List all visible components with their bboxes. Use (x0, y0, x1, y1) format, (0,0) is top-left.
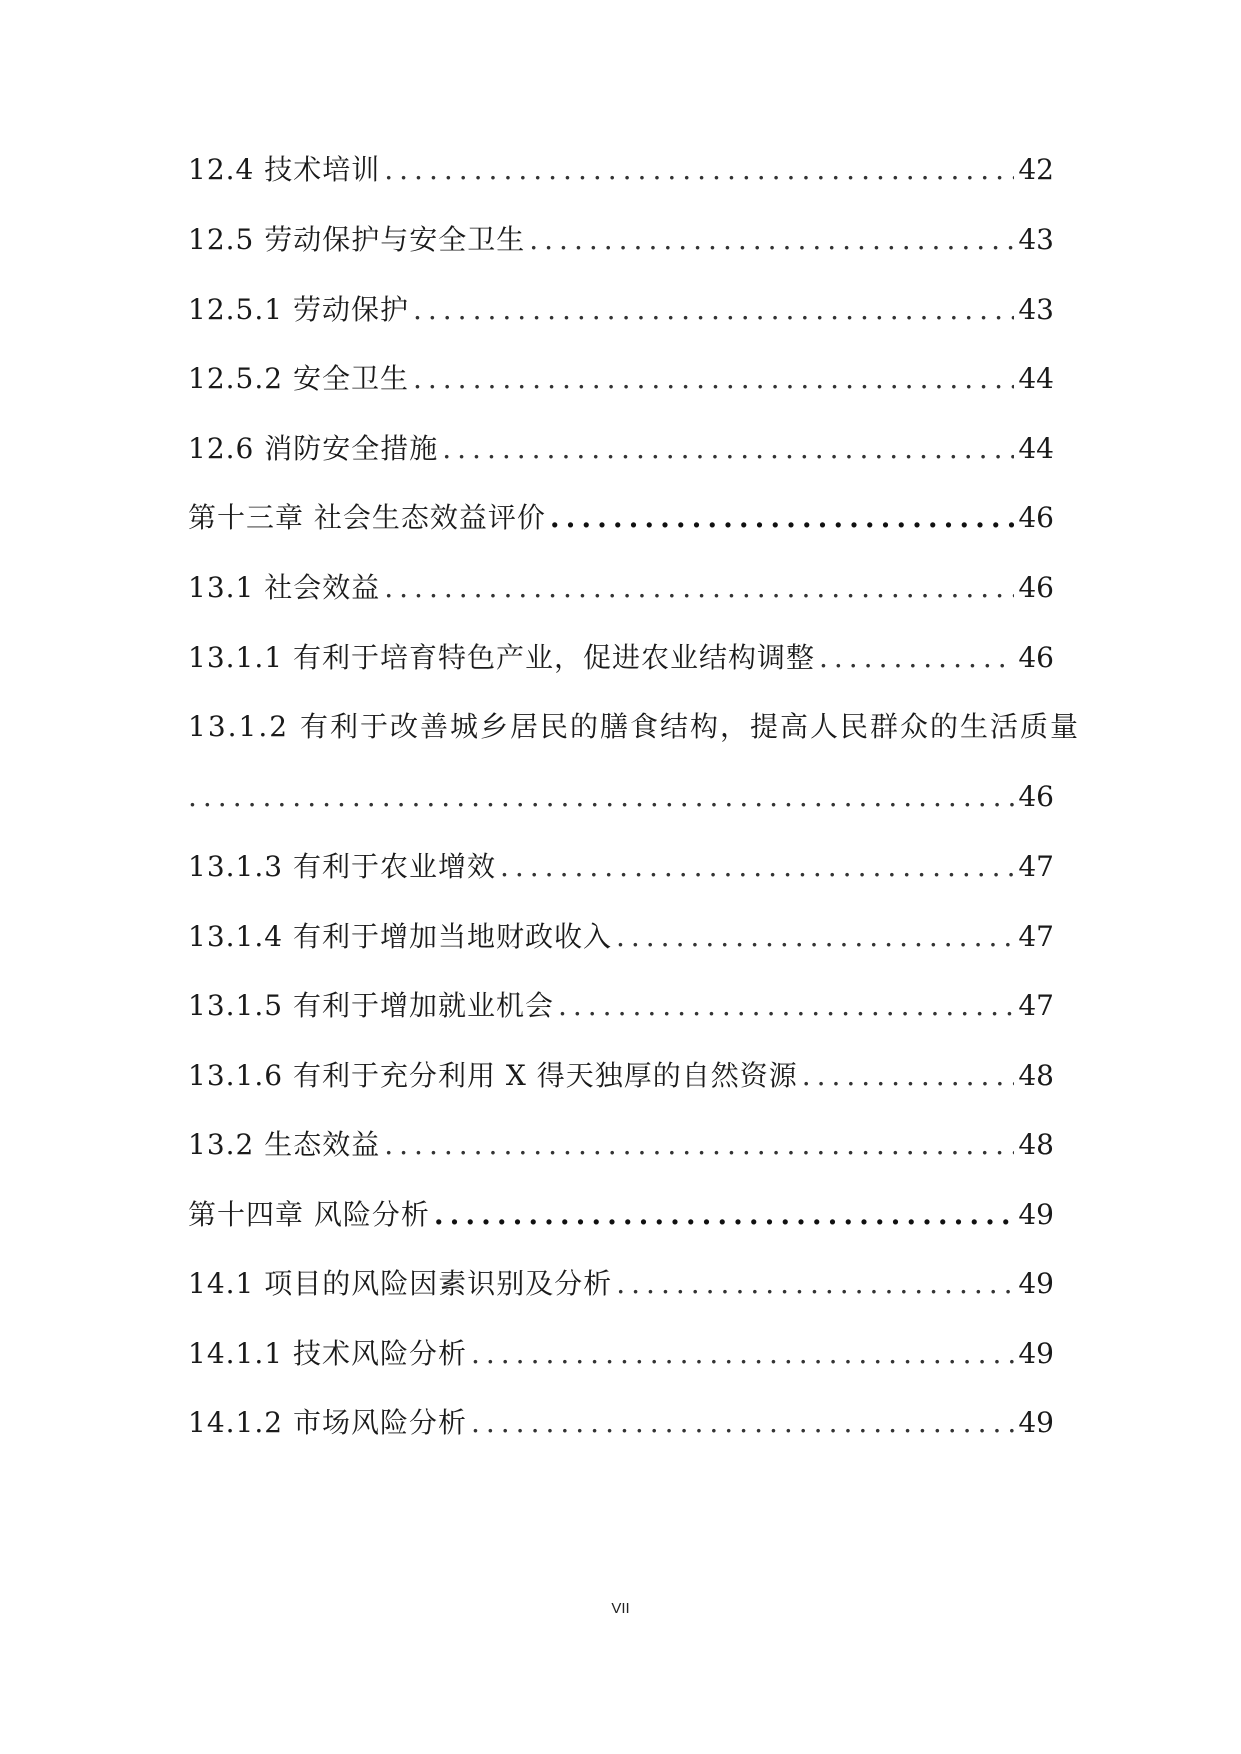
toc-entry-page: 44 (1018, 362, 1054, 395)
toc-entry-page: 43 (1018, 293, 1054, 326)
toc-entry-title: 13.1.2 有利于改善城乡居民的膳食结构，提高人民群众的生活质量 (188, 710, 1080, 743)
toc-entry-title: 13.1.1 有利于培育特色产业，促进农业结构调整 (188, 641, 815, 674)
dot-leader (384, 150, 1014, 190)
dot-leader (802, 1056, 1015, 1096)
toc-entry-page: 49 (1018, 1198, 1054, 1231)
toc-entry-14-1-2[interactable] (188, 1403, 1054, 1443)
toc-entry-title: 14.1.1 技术风险分析 (188, 1337, 467, 1370)
toc-entry-page: 46 (1018, 641, 1054, 674)
toc-entry-13-1-2[interactable] (188, 707, 1080, 747)
toc-entry-page: 49 (1018, 1267, 1054, 1300)
toc-entry-page: 44 (1018, 432, 1054, 465)
dot-leader (529, 220, 1014, 260)
toc-entry-title: 12.6 消防安全措施 (188, 432, 439, 465)
dot-leader (550, 498, 1014, 538)
toc-entry-title: 13.1.6 有利于充分利用 X 得天独厚的自然资源 (188, 1059, 798, 1092)
toc-entry-title: 13.1 社会效益 (188, 571, 381, 604)
toc-entry-chapter-13[interactable] (188, 498, 1054, 538)
dot-leader (616, 917, 1014, 957)
toc-entry-12-6[interactable] (188, 429, 1054, 469)
toc-entry-14-1[interactable] (188, 1264, 1054, 1304)
toc-entry-13-1[interactable] (188, 568, 1054, 608)
toc-entry-page: 49 (1018, 1337, 1054, 1370)
toc-entry-title: 12.5.2 安全卫生 (188, 362, 409, 395)
toc-entry-page: 46 (1018, 780, 1054, 813)
toc-entry-page: 49 (1018, 1406, 1054, 1439)
toc-entry-page: 46 (1018, 571, 1054, 604)
toc-entry-12-5-1[interactable] (188, 290, 1054, 330)
toc-entry-page: 47 (1018, 920, 1054, 953)
dot-leader (558, 986, 1014, 1026)
toc-entry-title: 12.5.1 劳动保护 (188, 293, 409, 326)
toc-entry-13-1-1[interactable] (188, 638, 1054, 678)
toc-entry-page: 42 (1018, 153, 1054, 186)
dot-leader (434, 1195, 1014, 1235)
toc-entry-title: 14.1 项目的风险因素识别及分析 (188, 1267, 613, 1300)
toc-entry-12-4[interactable] (188, 150, 1054, 190)
dot-leader (819, 638, 1014, 678)
toc-entry-13-1-6[interactable] (188, 1056, 1054, 1096)
toc-entry-title: 13.1.4 有利于增加当地财政收入 (188, 920, 612, 953)
toc-entry-12-5-2[interactable] (188, 359, 1054, 399)
dot-leader (384, 1125, 1014, 1165)
toc-entry-page: 48 (1018, 1128, 1054, 1161)
toc-entry-page: 46 (1018, 501, 1054, 534)
toc-entry-chapter-14[interactable] (188, 1195, 1054, 1235)
toc-entry-title: 12.4 技术培训 (188, 153, 381, 186)
toc-entry-title: 14.1.2 市场风险分析 (188, 1406, 467, 1439)
toc-entry-title: 12.5 劳动保护与安全卫生 (188, 223, 526, 256)
toc-entry-13-1-3[interactable] (188, 847, 1054, 887)
dot-leader (413, 359, 1014, 399)
dot-leader (442, 429, 1014, 469)
dot-leader (471, 1334, 1014, 1374)
toc-entry-13-2[interactable] (188, 1125, 1054, 1165)
toc-entry-13-1-5[interactable] (188, 986, 1054, 1026)
toc-entry-page: 48 (1018, 1059, 1054, 1092)
toc-entry-page: 47 (1018, 850, 1054, 883)
page-number: VII (611, 1600, 630, 1617)
toc-entry-title: 13.2 生态效益 (188, 1128, 381, 1161)
dot-leader (616, 1264, 1014, 1304)
toc-entry-14-1-1[interactable] (188, 1334, 1054, 1374)
toc-entry-13-1-2-leader-line[interactable] (188, 777, 1054, 817)
toc-entry-title: 13.1.3 有利于农业增效 (188, 850, 496, 883)
toc-entry-page: 43 (1018, 223, 1054, 256)
toc-entry-12-5[interactable] (188, 220, 1054, 260)
dot-leader (413, 290, 1014, 330)
toc-entry-13-1-4[interactable] (188, 917, 1054, 957)
toc-entry-title: 第十四章 风险分析 (188, 1198, 430, 1231)
dot-leader (471, 1403, 1014, 1443)
dot-leader (384, 568, 1014, 608)
dot-leader (188, 777, 1014, 817)
dot-leader (500, 847, 1014, 887)
toc-entry-title: 第十三章 社会生态效益评价 (188, 501, 546, 534)
toc-entry-title: 13.1.5 有利于增加就业机会 (188, 989, 554, 1022)
toc-entry-page: 47 (1018, 989, 1054, 1022)
